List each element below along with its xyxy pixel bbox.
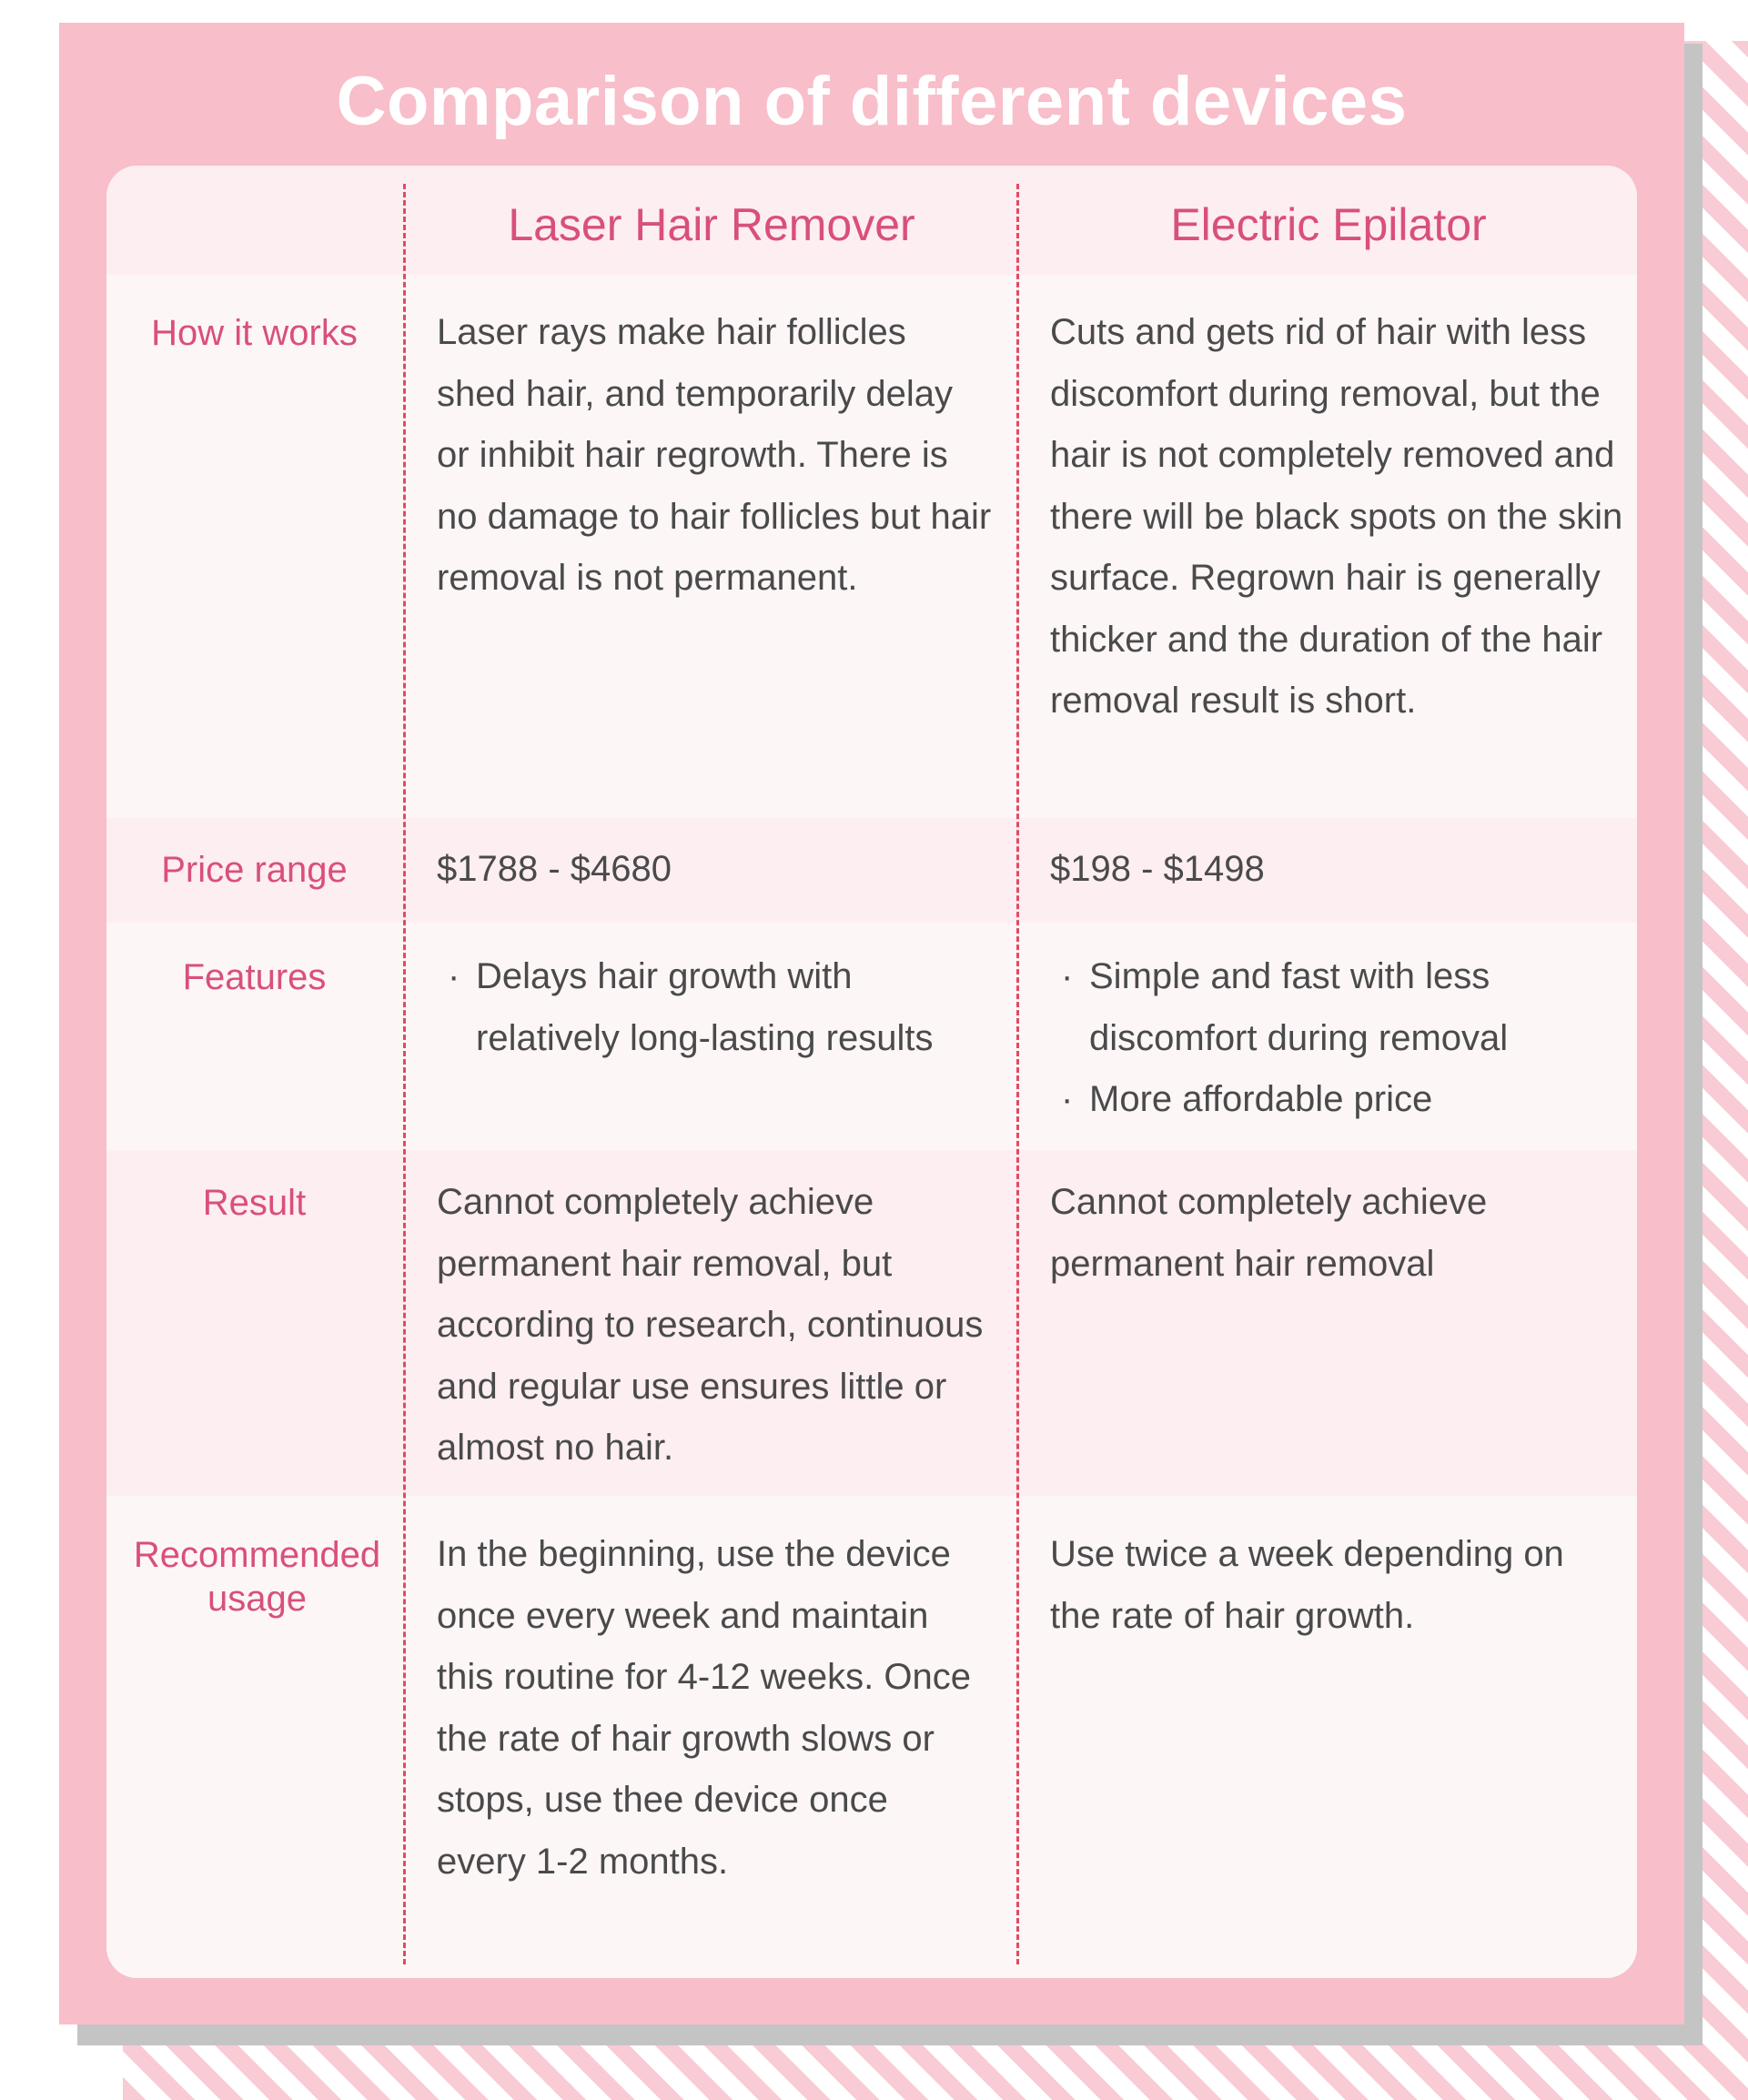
column-divider xyxy=(1016,184,1019,1964)
row-label-features: Features xyxy=(182,957,327,997)
comparison-card xyxy=(59,23,1684,2024)
cell-laser-how-it-works: Laser rays make hair follicles shed hair, and temporarily delay or inhibit hair regrowth. There is no damage to hair follicles but hair removal is not permanent. xyxy=(437,312,992,598)
cell-laser-result: Cannot completely achieve permanent hair removal, but according to research, continuous and regular use ensures little or almost no hair. xyxy=(437,1182,984,1468)
feature-bullet: · Delays hair growth with relatively long-lasting results xyxy=(437,946,983,1069)
cell-epilator-features xyxy=(1050,946,1596,1131)
cell-laser-features xyxy=(437,946,983,1069)
cell-epilator-result: Cannot completely achieve permanent hair removal xyxy=(1050,1182,1488,1284)
row-label-result: Result xyxy=(202,1183,307,1223)
feature-bullet: · Simple and fast with less discomfort during removal xyxy=(1050,946,1596,1069)
comparison-table xyxy=(106,166,1637,1978)
feature-bullet: · More affordable price xyxy=(1050,1069,1596,1131)
row-label-recommended-usage: Recommended usage xyxy=(133,1535,381,1619)
row-label-how-it-works: How it works xyxy=(151,313,358,353)
page-title: Comparison of different devices xyxy=(336,63,1408,140)
cell-epilator-price: $198 - $1498 xyxy=(1050,849,1265,889)
cell-laser-usage: In the beginning, use the device once every week and maintain this routine for 4-12 weeks. Once the rate of hair growth slows or stops, use thee device once every 1-2 months. xyxy=(437,1534,971,1882)
column-header-epilator: Electric Epilator xyxy=(1170,199,1487,250)
column-header-laser: Laser Hair Remover xyxy=(508,199,915,250)
row-label-price-range: Price range xyxy=(161,850,348,890)
cell-epilator-usage: Use twice a week depending on the rate of hair growth. xyxy=(1050,1534,1564,1636)
cell-epilator-how-it-works: Cuts and gets rid of hair with less discomfort during removal, but the hair is not completely removed and there will be black spots on the skin surface. Regrown hair is generally thicker and the duration of the hair removal result is short. xyxy=(1050,312,1623,721)
cell-laser-price: $1788 - $4680 xyxy=(437,849,672,889)
column-divider xyxy=(403,184,406,1964)
